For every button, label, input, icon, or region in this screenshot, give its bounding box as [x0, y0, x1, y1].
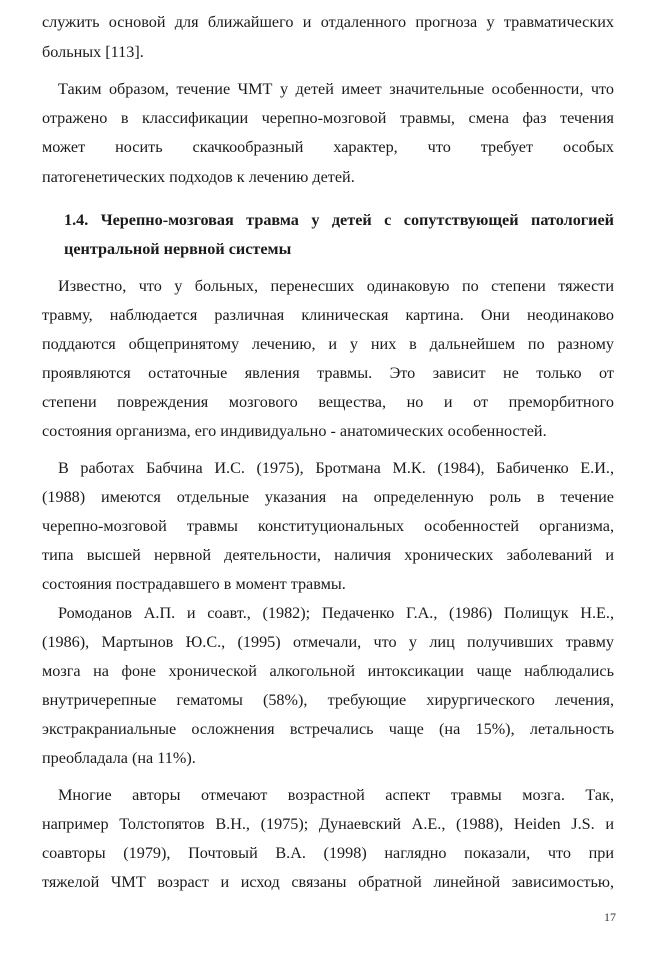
text-line: травму, наблюдается различная клиническая картина. Они неодинаково — [42, 306, 614, 324]
text-line: экстракраниальные осложнения встречались чаще (на 15%), летальность — [42, 720, 614, 738]
text-line: патогенетических подходов к лечению детей. — [42, 168, 355, 186]
text-line: например Толстопятов В.Н., (1975); Дунаевский А.Е., (1988), Heiden J.S. и — [42, 815, 614, 833]
text-line: преобладала (на 11%). — [42, 749, 196, 767]
text-line: поддаются общепринятому лечению, и у них в дальнейшем по разному — [42, 335, 614, 353]
text-line: черепно-мозговой травмы конституциональных особенностей организма, — [42, 517, 614, 535]
text-line: В работах Бабчина И.С. (1975), Бротмана М.К. (1984), Бабиченко Е.И., — [58, 459, 614, 477]
section-heading-line: 1.4. Черепно-мозговая травма у детей с сопутствующей патологией — [64, 211, 614, 229]
text-line: проявляются остаточные явления травмы. Это зависит не только от — [42, 364, 614, 382]
text-line: Таким образом, течение ЧМТ у детей имеет значительные особенности, что — [58, 80, 614, 98]
text-line: может носить скачкообразный характер, что требует особых — [42, 138, 614, 156]
text-line: состояния организма, его индивидуально - анатомических особенностей. — [42, 422, 547, 440]
text-line: тяжелой ЧМТ возраст и исход связаны обратной линейной зависимостью, — [42, 873, 614, 891]
text-line: больных [113]. — [42, 43, 144, 61]
text-line: (1988) имеются отдельные указания на определенную роль в течение — [42, 488, 614, 506]
text-line: степени повреждения мозгового вещества, но и от преморбитного — [42, 393, 614, 411]
text-line: мозга на фоне хронической алкогольной интоксикации чаще наблюдались — [42, 662, 614, 680]
section-heading-line: центральной нервной системы — [64, 240, 292, 258]
text-line: (1986), Мартынов Ю.С., (1995) отмечали, что у лиц получивших травму — [42, 633, 614, 651]
text-line: Ромоданов А.П. и соавт., (1982); Педаченко Г.А., (1986) Полищук Н.Е., — [58, 604, 614, 622]
text-line: состояния пострадавшего в момент травмы. — [42, 575, 346, 593]
text-line: типа высшей нервной деятельности, наличия хронических заболеваний и — [42, 546, 614, 564]
text-line: отражено в классификации черепно-мозговой травмы, смена фаз течения — [42, 109, 614, 127]
text-line: соавторы (1979), Почтовый В.А. (1998) наглядно показали, что при — [42, 844, 614, 862]
text-line: Известно, что у больных, перенесших одинаковую по степени тяжести — [58, 277, 614, 295]
text-line: служить основой для ближайшего и отдаленного прогноза у травматических — [42, 13, 614, 31]
text-line: Многие авторы отмечают возрастной аспект травмы мозга. Так, — [58, 786, 614, 804]
text-line: внутричерепные гематомы (58%), требующие хирургического лечения, — [42, 691, 614, 709]
page-number: 17 — [604, 910, 616, 924]
